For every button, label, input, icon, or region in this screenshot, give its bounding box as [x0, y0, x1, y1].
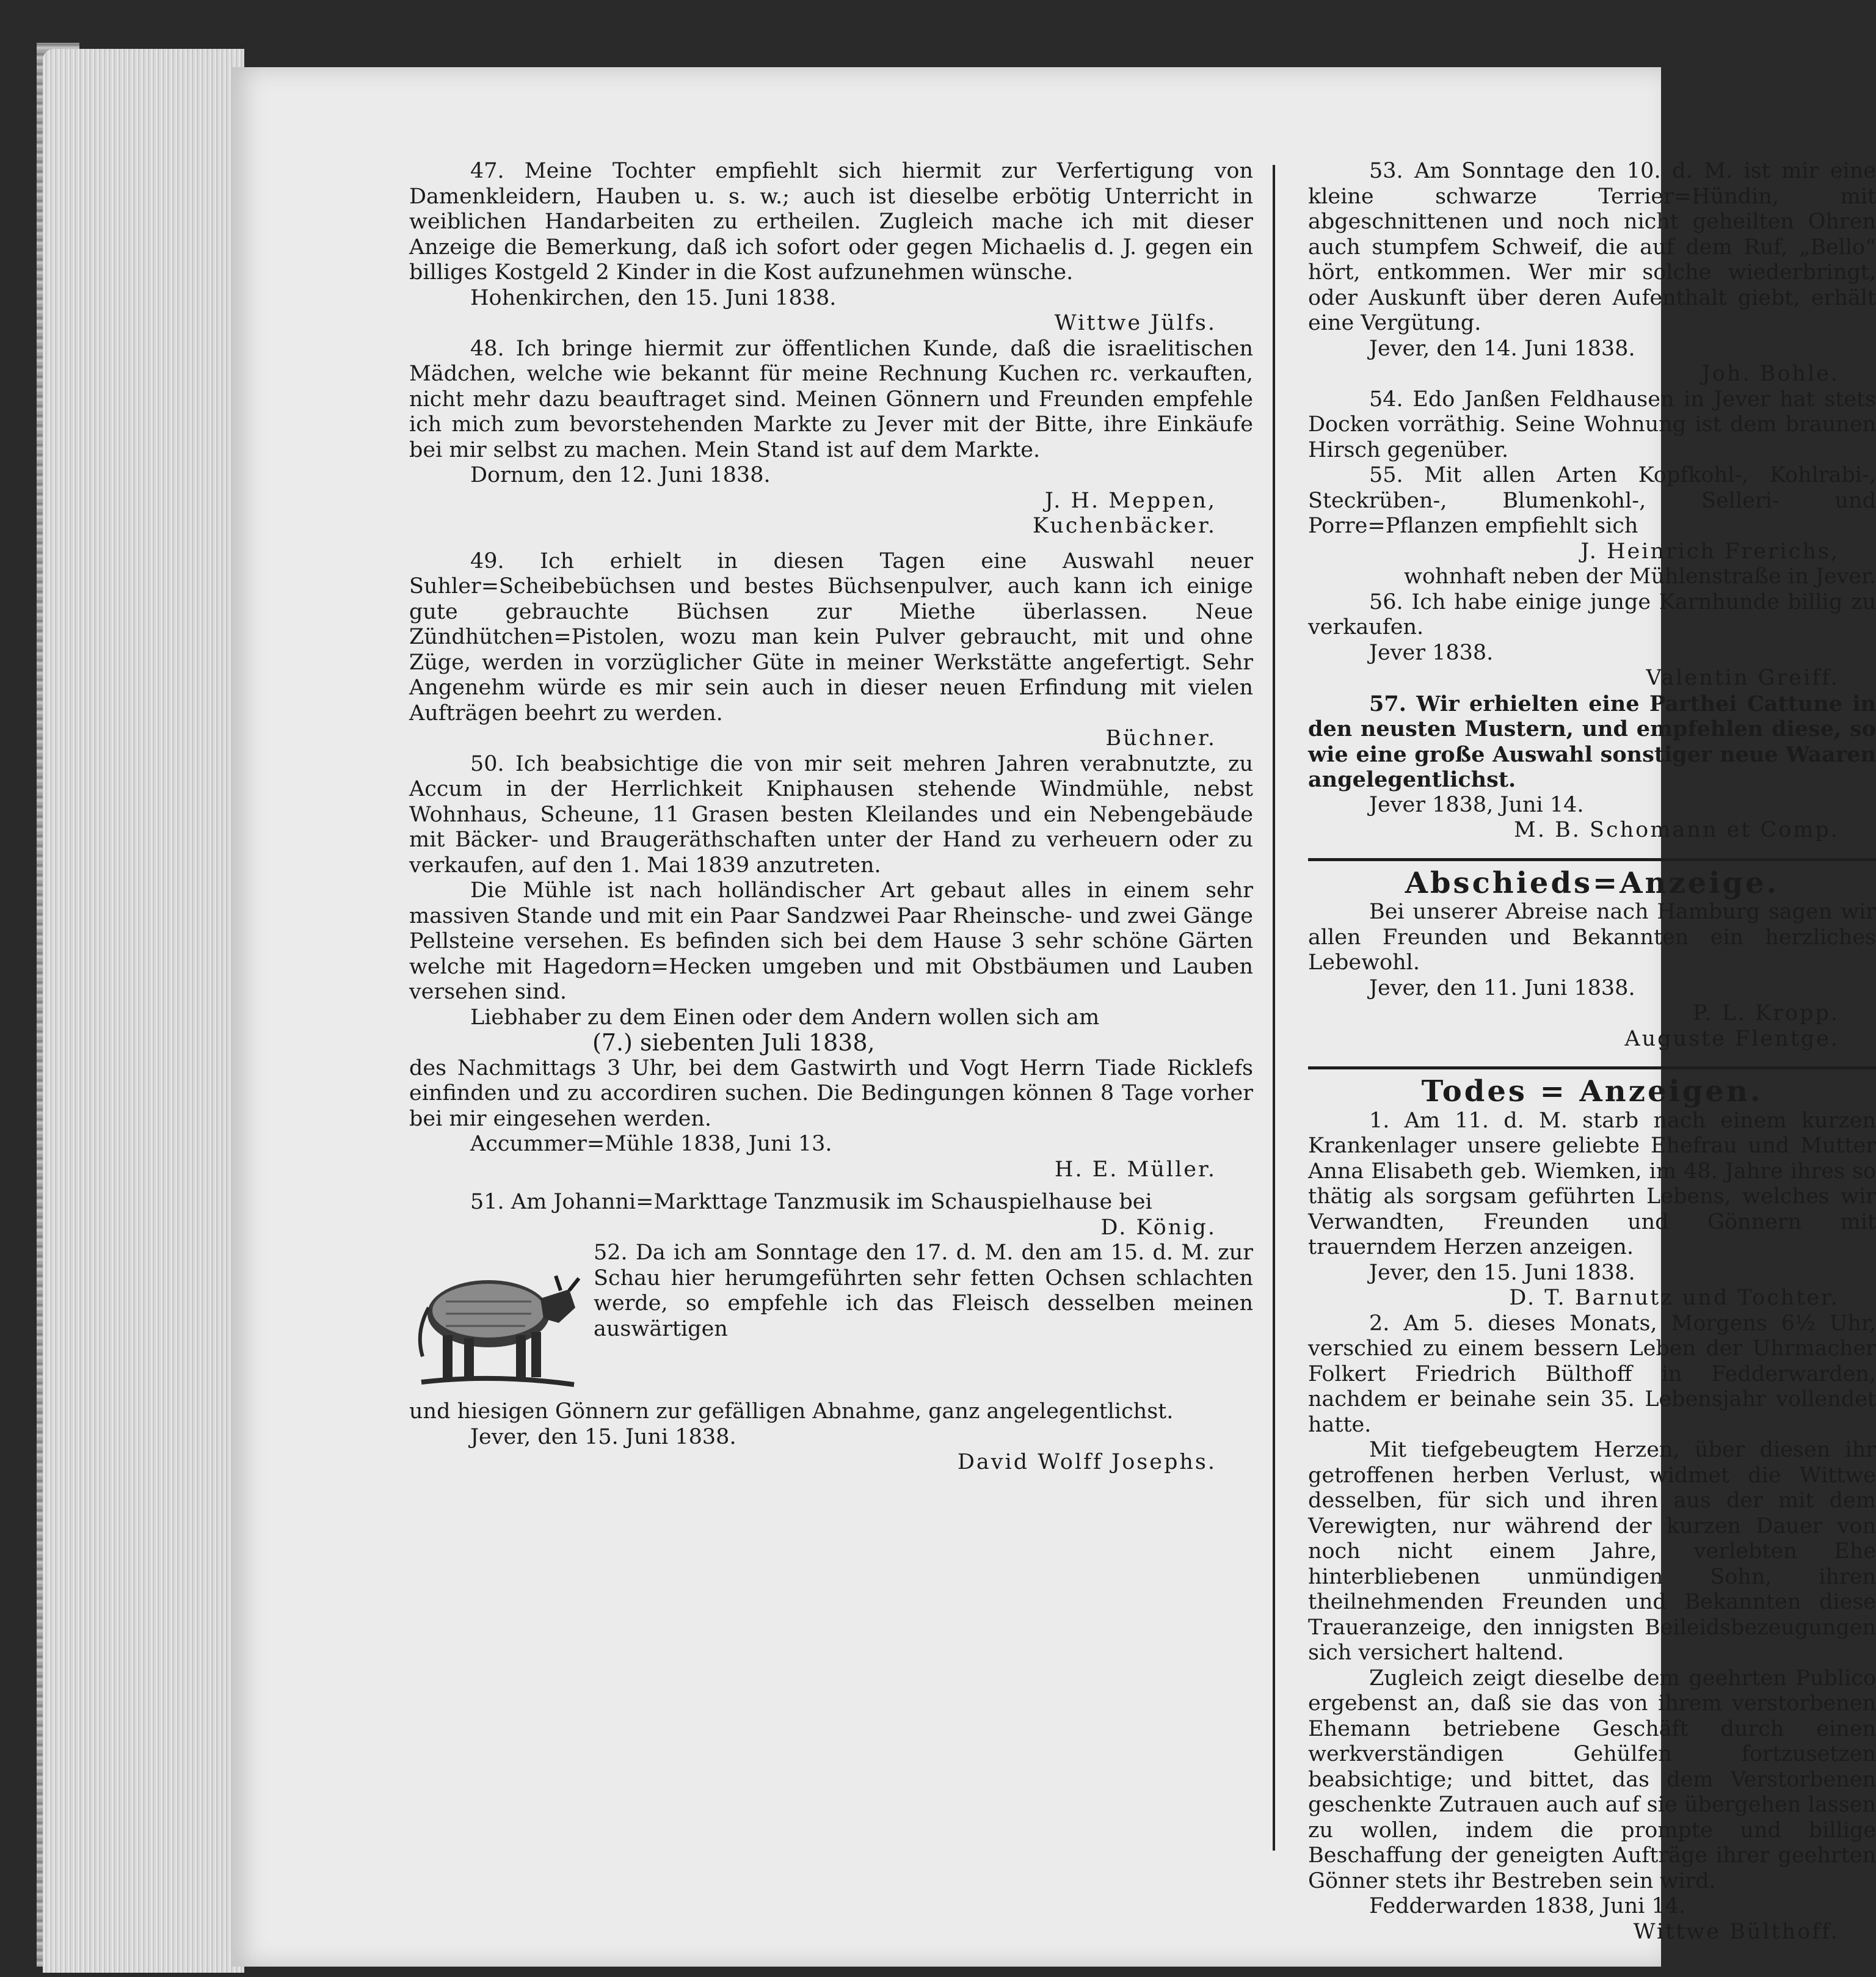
ad-50-text: 50. Ich beabsichtige die von mir seit mehren Jahren verabnutzte, zu Accum in der Herrlichkeit Kniphausen stehende Windmühle, nebst Wohnhaus, Scheune, 11 Grasen besten Kleilandes und ein Nebengebäude mit Bäcker- und Braugeräthschaften unter der Hand zu verheuern oder zu verkaufen, auf den 1. Mai 1839 anzutreten. [409, 751, 1253, 878]
ad-49-text: 49. Ich erhielt in diesen Tagen eine Auswahl neuer Suhler=Scheibebüchsen und bestes Büchsenpulver, auch kann ich einige gute gebrauchte Büchsen zur Miethe überlassen. Neue Zündhütchen=Pistolen, wozu man kein Pulver gebraucht, mit und ohne Züge, werden in vorzüglicher Güte in meiner Werkstätte angefertigt. Sehr Angenehm würde es mir sein auch in dieser neuen Erfindung mit vielen Aufträgen beehrt zu werden. [409, 548, 1253, 726]
ox-woodcut-icon [409, 1240, 586, 1399]
ad-47-text: 47. Meine Tochter empfiehlt sich hiermit zur Verfertigung von Damenkleidern, Hauben u. s. w.; auch ist dieselbe erbötig Unterricht in weiblichen Handarbeiten zu ertheilen. Zugleich mache ich mit dieser Anzeige die Bemerkung, daß ich sofort oder gegen Michaelis d. J. gegen ein billiges Kostgeld 2 Kinder in die Kost aufzunehmen wünsche. [409, 159, 1253, 285]
ad-48-signature-title: Kuchenbäcker. [1032, 514, 1216, 538]
ad-53-place-date: Jever, den 14. Juni 1838. [1369, 336, 1635, 361]
ad-57-place-date: Jever 1838, Juni 14. [1369, 792, 1584, 817]
death-2-mourning: Mit tiefgebeugtem Herzen, über diesen ihr getroffenen herben Verlust, widmet die Wittwe desselben, für sich und ihren aus der mit dem Verewigten, nur während der kurzen Dauer von noch nicht einem Jahre, verlebten Ehe hinterbliebenen unmündigen Sohn, ihren theilnehmenden Freunden und Bekannten diese Traueranzeige, den innigsten Beileidsbezeugungen sich versichert haltend. [1308, 1438, 1876, 1665]
ad-56-signature: Valentin Greiff. [1646, 666, 1839, 690]
farewell-signature-1: P. L. Kropp. [1692, 1001, 1839, 1025]
ad-52-place-date: Jever, den 15. Juni 1838. [470, 1424, 736, 1449]
ad-51-signature: D. König. [1100, 1215, 1216, 1240]
newspaper-page [232, 67, 1876, 1967]
ad-50-place-date: Accummer=Mühle 1838, Juni 13. [470, 1132, 832, 1156]
ad-52-signature: David Wolff Josephs. [957, 1450, 1216, 1474]
farewell-text: Bei unserer Abreise nach Hamburg sagen wir allen Freunden und Bekannten ein herzliches Lebewohl. [1308, 900, 1876, 975]
ad-47-place-date: Hohenkirchen, den 15. Juni 1838. [470, 285, 837, 310]
farewell-heading: Abschieds=Anzeige. [1405, 865, 1780, 900]
ad-52-block [409, 1240, 1253, 1399]
death-2-place-date: Fedderwarden 1838, Juni 14. [1369, 1894, 1686, 1918]
death-2-business-notice: Zugleich zeigt dieselbe dem geehrten Publico ergebenst an, daß sie das von ihrem verstorbenen Ehemann betriebene Geschäft durch einen werkverständigen Gehülfen fortzusetzen beabsichtige; und bittet, das dem Verstorbenen geschenkte Zutrauen auch auf sie übergehen lassen zu wollen, indem die prompte und billige Beschaffung der geneigten Aufträge ihrer geehrten Gönner stets ihr Bestreben sein wird. [1308, 1666, 1876, 1893]
ad-53-signature: Joh. Bohle. [1701, 362, 1839, 386]
ad-51-text: 51. Am Johanni=Markttage Tanzmusik im Schauspielhause bei [470, 1190, 1152, 1214]
ad-50-conditions: des Nachmittags 3 Uhr, bei dem Gastwirth und Vogt Herrn Tiade Ricklefs einfinden und zu accordiren suchen. Die Bedingungen können 8 Tage vorher bei mir eingesehen werden. [409, 1055, 1253, 1131]
death-1-text: 1. Am 11. d. M. starb nach einem kurzen Krankenlager unsere geliebte Ehefrau und Mutter Anna Elisabeth geb. Wiemken, im 48. Jahre ihres so thätig als sorgsam geführten Lebens, welches wir Verwandten, Freunden und Gönnern mit trauerndem Herzen anzeigen. [1308, 1108, 1876, 1259]
ad-57-text: 57. Wir erhielten eine Parthei Cattune in den neusten Mustern, und empfehlen diese, so wie eine große Auswahl sonstiger neue Waaren angelegentlichst. [1308, 691, 1876, 792]
column-divider [1273, 165, 1275, 1851]
ad-50-signature: H. E. Müller. [1054, 1157, 1216, 1182]
left-column [409, 159, 1253, 1476]
farewell-place-date: Jever, den 11. Juni 1838. [1369, 975, 1635, 1000]
ad-53-text: 53. Am Sonntage den 10. d. M. ist mir eine kleine schwarze Terrier=Hündin, mit abgeschnittenen und noch nicht geheilten Ohren auch stumpfem Schweif, die auf dem Ruf, „Bello“ hört, entkommen. Wer mir solche wiederbringt, oder Auskunft über deren Aufenthalt giebt, erhält eine Vergütung. [1308, 159, 1876, 335]
ad-50-mill-description: Die Mühle ist nach holländischer Art gebaut alles in einem sehr massiven Stande und mit ein Paar Sandzwei Paar Rheinsche- und zwei Gänge Pellsteine versehen. Es befinden sich bei dem Hause 3 sehr schöne Gärten welche mit Hagedorn=Hecken umgeben und mit Obstbäumen und Lauben versehen sind. [409, 878, 1253, 1004]
ad-47-signature: Wittwe Jülfs. [1054, 311, 1216, 335]
ad-50-auction-date: (7.) siebenten Juli 1838, [592, 1029, 875, 1056]
ad-48-signature: J. H. Meppen, [1044, 488, 1216, 513]
ad-52-text: 52. Da ich am Sonntage den 17. d. M. den am 15. d. M. zur Schau hier herumgeführten sehr fetten Ochsen schlachten werde, so empfehle ich das Fleisch desselben meinen auswärtigen [594, 1240, 1253, 1341]
ad-57-signature: M. B. Schomann et Comp. [1514, 818, 1839, 842]
farewell-signature-2: Auguste Flentge. [1624, 1026, 1839, 1051]
ad-56-place-date: Jever 1838. [1369, 640, 1494, 665]
death-1-signature: D. T. Barnutz und Tochter. [1509, 1286, 1839, 1310]
death-2-text: 2. Am 5. dieses Monats, Morgens 6½ Uhr, verschied zu einem bessern Leben der Uhrmacher Folkert Friedrich Bülthoff in Fedderwarden, nachdem er beinahe sein 35. Lebensjahr vollendet hatte. [1308, 1311, 1876, 1437]
ad-48-place-date: Dornum, den 12. Juni 1838. [470, 463, 771, 487]
ad-52-text-continued: und hiesigen Gönnern zur gefälligen Abnahme, ganz angelegentlichst. [409, 1399, 1174, 1424]
ad-55-address: wohnhaft neben der Mühlenstraße in Jever. [1404, 564, 1876, 589]
ad-50-invitation: Liebhaber zu dem Einen oder dem Andern wollen sich am [470, 1005, 1100, 1030]
ad-54-text: 54. Edo Janßen Feldhausen in Jever hat stets Docken vorräthig. Seine Wohnung ist dem braunen Hirsch gegenüber. [1308, 387, 1876, 462]
right-column [1308, 159, 1876, 1945]
section-rule [1308, 1066, 1876, 1069]
death-1-place-date: Jever, den 15. Juni 1838. [1369, 1260, 1635, 1285]
ad-48-text: 48. Ich bringe hiermit zur öffentlichen Kunde, daß die israelitischen Mädchen, welche wie bekannt für meine Rechnung Kuchen rc. verkauften, nicht mehr dazu beauftraget sind. Meinen Gönnern und Freunden empfehle ich mich zum bevorstehenden Markte zu Jever mit der Bitte, ihre Einkäufe bei mir selbst zu machen. Mein Stand ist auf dem Markte. [409, 336, 1253, 462]
deaths-heading: Todes = Anzeigen. [1421, 1074, 1763, 1109]
ad-49-signature: Büchner. [1105, 726, 1216, 751]
page-edges [43, 49, 244, 1973]
ad-56-text: 56. Ich habe einige junge Karnhunde billig zu verkaufen. [1308, 589, 1876, 639]
ad-55-text: 55. Mit allen Arten Kopfkohl-, Kohlrabi-, Steckrüben-, Blumenkohl-, Selleri- und Porre=Pflanzen empfiehlt sich [1308, 463, 1876, 538]
death-2-signature: Wittwe Bülthoff. [1633, 1919, 1839, 1944]
section-rule [1308, 858, 1876, 861]
ad-55-signature: J. Heinrich Frerichs, [1580, 539, 1839, 564]
